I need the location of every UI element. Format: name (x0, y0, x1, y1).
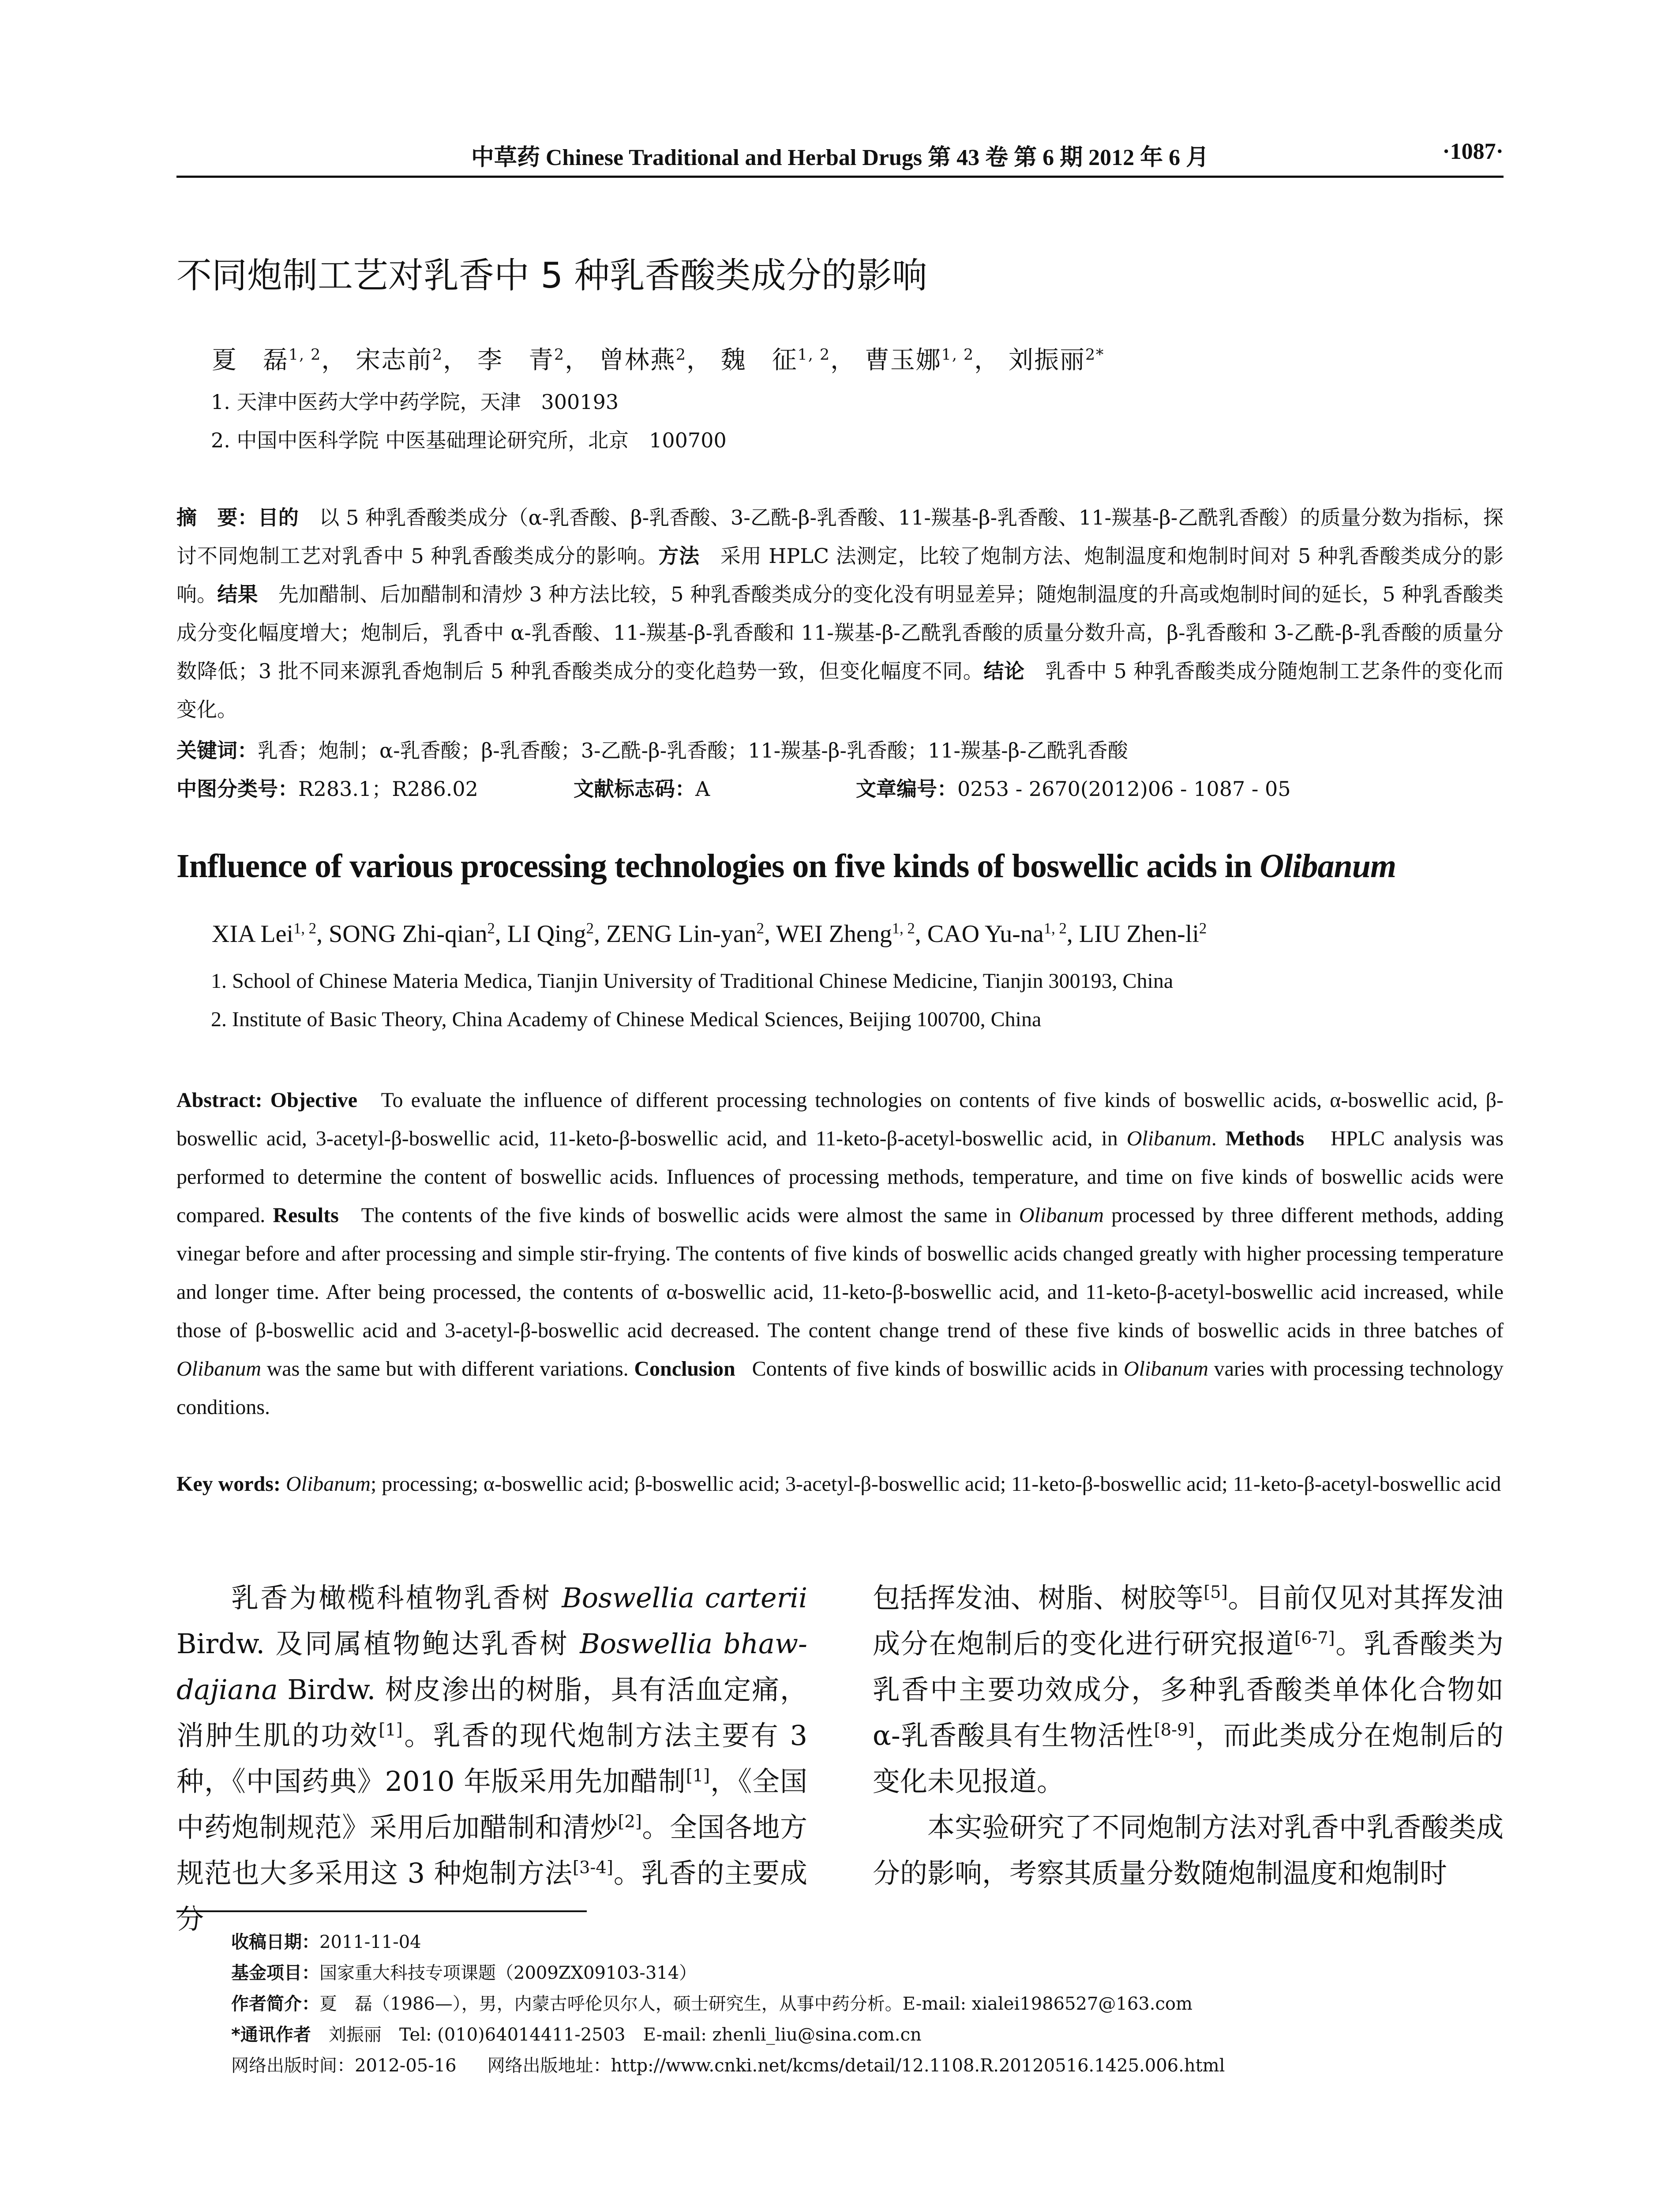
chinese-keywords (176, 735, 1504, 764)
footnote-label: 网络出版时间： (231, 2056, 355, 2076)
footnote-text: 2012-05-16 (355, 2056, 457, 2076)
results-label: Results (273, 1204, 339, 1227)
author-affil: 1, 2 (1043, 919, 1067, 937)
body-text: 。乳香的主要成分 (176, 1857, 807, 1935)
conclusion-label: Conclusion (634, 1357, 735, 1381)
author-sep: ， (443, 346, 469, 375)
footnote-text: 夏 磊（1986—），男，内蒙古呼伦贝尔人，硕士研究生，从事中药分析。E-mail: xialei1986527@163.com (319, 1994, 1192, 2014)
footnote-rule (176, 1910, 587, 1912)
body-text: 。目前仅见对其挥发油成分在炮制后的变化进行研究报道 (873, 1582, 1504, 1660)
author-name: ZENG Lin-yan (606, 920, 757, 948)
author-affil: 2 (554, 346, 565, 364)
conclusion-text: 乳香中 5 种乳香酸类成分随炮制工艺条件的变化而变化。 (176, 659, 1504, 721)
author-affil: 2 (756, 919, 764, 937)
author-name: CAO Yu-na (927, 920, 1044, 948)
author-sep: , (594, 920, 607, 948)
author-affil: 1, 2 (289, 346, 322, 364)
author-name: WEI Zheng (776, 920, 892, 948)
paper-page (176, 0, 1504, 2206)
author-name: 李 青 (477, 346, 554, 375)
results-italic: Olibanum (176, 1357, 261, 1381)
author-sep: ， (321, 346, 347, 375)
doc-code: A (695, 777, 710, 801)
footnote-label: 基金项目： (231, 1963, 319, 1983)
objective-italic: Olibanum (1126, 1127, 1211, 1150)
citation-ref: [2] (618, 1812, 642, 1832)
author-sep: ， (686, 346, 712, 375)
footnote-text: 2011-11-04 (319, 1932, 421, 1952)
results-text: was the same but with different variations. (261, 1357, 629, 1381)
conclusion-label: 结论 (983, 659, 1025, 683)
author-name: XIA Lei (212, 920, 294, 948)
results-text: 先加醋制、后加醋制和清炒 3 种方法比较，5 种乳香酸类成分的变化没有明显差异；随炮制温度的升高或炮制时间的延长，5 种乳香酸类成分变化幅度增大；炮制后，乳香中 α-乳香酸、11-羰基-β-乳香酸和 11-羰基-β-乙酰乳香酸的质量分数升高，β-乳香酸和 3-乙酰-β-乳香酸的质量分数降低；3 批不同来源乳香炮制后 5 种乳香酸类成分的变化趋势一致，但变化幅度不同。 (176, 582, 1504, 683)
results-italic: Olibanum (1019, 1204, 1104, 1227)
chinese-abstract (176, 499, 1504, 729)
citation-ref: [1] (686, 1766, 710, 1786)
conclusion-italic: Olibanum (1123, 1357, 1208, 1381)
author-name: 宋志前 (356, 346, 433, 375)
body-paragraph: 本实验研究了不同炮制方法对乳香中乳香酸类成分的影响，考察其质量分数随炮制温度和炮制时 (873, 1811, 1504, 1889)
methods-text: HPLC analysis was performed to determine the content of boswellic acids. Influences of processing methods, temperature, and time on five kinds of boswellic acids were compared. (176, 1127, 1504, 1227)
author-affil: 2 (432, 346, 443, 364)
body-text: ，《全国中药炮制规范》采用后加醋制和清炒 (176, 1765, 807, 1843)
footnote-online (231, 2052, 1225, 2077)
body-text: 包括挥发油、树脂、树胶等 (873, 1582, 1204, 1614)
author-sep: , (316, 920, 329, 948)
author-name: 刘振丽 (1008, 346, 1085, 375)
footnote-label: 作者简介： (231, 1994, 319, 2014)
footnote-url: http://www.cnki.net/kcms/detail/12.1108.R.20120516.1425.006.html (611, 2056, 1225, 2076)
author-affil: 1, 2 (892, 919, 915, 937)
objective-text: 以 5 种乳香酸类成分（α-乳香酸、β-乳香酸、3-乙酰-β-乳香酸、11-羰基-β-乳香酸、11-羰基-β-乙酰乳香酸）的质量分数为指标，探讨不同炮制工艺对乳香中 5 种乳香酸类成分的影响。 (176, 506, 1504, 568)
author-affil: 1, 2 (941, 346, 975, 364)
header-rule (176, 176, 1504, 178)
body-text: 。乳香酸类为乳香中主要功效成分，多种乳香酸类单体化合物如 α-乳香酸具有生物活性 (873, 1628, 1504, 1752)
keywords-label: 关键词： (176, 739, 258, 762)
objective-label: Objective (270, 1088, 357, 1112)
author-name: 曾林燕 (599, 346, 676, 375)
author-affil: 2* (1085, 346, 1105, 364)
citation-ref: [3-4] (573, 1857, 613, 1878)
author-name: 曹玉娜 (864, 346, 941, 375)
article-number: 0253 - 2670(2012)06 - 1087 - 05 (957, 777, 1291, 801)
author-sep: , (764, 920, 776, 948)
body-paragraph (176, 1575, 807, 1942)
article-no-label: 文章编号： (856, 777, 957, 801)
author-affil: 1, 2 (797, 346, 831, 364)
citation-ref: [1] (379, 1720, 403, 1740)
english-keywords (176, 1465, 1504, 1503)
body-paragraph (873, 1575, 1504, 1805)
chinese-affiliation-1: 1. 天津中医药大学中药学院，天津 300193 (211, 390, 619, 414)
english-abstract (176, 1081, 1504, 1426)
classification-code: R283.1；R286.02 (298, 777, 478, 801)
author-affil: 2 (1199, 919, 1207, 937)
body-text: 乳香为橄榄科植物乳香树 (231, 1582, 562, 1614)
objective-label: 目的 (258, 506, 299, 529)
classification-line (176, 773, 1504, 802)
english-affiliation-2: 2. Institute of Basic Theory, China Academy of Chinese Medical Sciences, Beijing 100700, China (211, 1008, 1042, 1031)
english-title (176, 847, 1396, 885)
body-text: 。全国各地方规范也大多采用这 3 种炮制方法 (176, 1811, 807, 1889)
abstract-label: Abstract: (176, 1088, 262, 1112)
results-text: processed by three different methods, adding vinegar before and after processing and simple stir-frying. The contents of five kinds of boswellic acids changed greatly with higher processing temperature and longer time. After being processed, the contents of α-boswellic acid, 11-keto-β-boswellic acid, and 11-keto-β-acetyl-boswellic acid increased, while those of β-boswellic acid and 3-acetyl-β-boswellic acid decreased. The content change trend of these five kinds of boswellic acids in three batches of (176, 1204, 1504, 1342)
author-sep: ， (565, 346, 591, 375)
keywords-text: ; processing; α-boswellic acid; β-boswellic acid; 3-acetyl-β-boswellic acid; 11-keto-β-boswellic acid; 11-keto-β-acetyl-boswellic acid (370, 1472, 1501, 1496)
author-name: 魏 征 (720, 346, 798, 375)
author-name: LI Qing (507, 920, 586, 948)
page-number: ·1087· (1442, 139, 1504, 164)
objective-end: . (1211, 1127, 1217, 1150)
classification-label: 中图分类号： (176, 777, 298, 801)
body-text: ，而此类成分在炮制后的变化未见报道。 (873, 1719, 1504, 1797)
body-text: 。乳香的现代炮制方法主要有 3 种，《中国药典》2010 年版采用先加醋制 (176, 1719, 807, 1797)
footnote-label: 收稿日期： (231, 1932, 319, 1952)
chinese-authors (212, 341, 1104, 376)
abstract-label: 摘 要： (176, 506, 258, 529)
keywords-text: 乳香；炮制；α-乳香酸；β-乳香酸；3-乙酰-β-乳香酸；11-羰基-β-乳香酸；11-羰基-β-乙酰乳香酸 (258, 739, 1128, 762)
footnote-corresponding (231, 2021, 922, 2046)
methods-label: Methods (1225, 1127, 1305, 1150)
author-name: 夏 磊 (212, 346, 289, 375)
journal-citation: 中草药 Chinese Traditional and Herbal Drugs 第 43 卷 第 6 期 2012 年 6 月 (471, 145, 1209, 170)
footnote-received (231, 1928, 421, 1953)
footnote-label: *通讯作者 (231, 2025, 311, 2045)
author-name: LIU Zhen-li (1079, 920, 1199, 948)
conclusion-text: varies with processing technology conditions. (176, 1357, 1504, 1419)
citation-ref: [8-9] (1154, 1720, 1195, 1740)
author-affil: 2 (675, 346, 686, 364)
results-text: The contents of the five kinds of boswellic acids were almost the same in (361, 1204, 1019, 1227)
doc-code-label: 文献标志码： (574, 777, 695, 801)
author-sep: , (1066, 920, 1079, 948)
citation-ref: [5] (1204, 1582, 1228, 1602)
english-title-italic: Olibanum (1260, 848, 1396, 885)
english-affiliation-1: 1. School of Chinese Materia Medica, Tianjin University of Traditional Chinese Medicine, Tianjin 300193, China (211, 969, 1174, 993)
author-affil: 2 (586, 919, 594, 937)
author-sep: ， (830, 346, 856, 375)
species-name: Boswellia carterii (562, 1582, 807, 1614)
author-affil: 2 (487, 919, 495, 937)
body-text: Birdw. 及同属植物鲍达乳香树 (176, 1628, 580, 1660)
methods-text: 采用 HPLC 法测定，比较了炮制方法、炮制温度和炮制时间对 5 种乳香酸类成分的影响。 (176, 544, 1504, 606)
body-column-right (873, 1575, 1504, 1896)
footnote-text: 国家重大科技专项课题（2009ZX09103-314） (319, 1963, 697, 1983)
english-title-main: Influence of various processing technologies on five kinds of boswellic acids in (176, 848, 1260, 885)
footnote-label: 网络出版地址： (487, 2056, 611, 2076)
english-authors (212, 920, 1207, 948)
running-header (176, 139, 1504, 169)
methods-label: 方法 (658, 544, 700, 568)
body-text: Birdw. 树皮渗出的树脂，具有活血定痛，消肿生肌的功效 (176, 1673, 807, 1752)
footnote-author (231, 1990, 1192, 2015)
author-affil: 1, 2 (293, 919, 317, 937)
author-name: SONG Zhi-qian (329, 920, 488, 948)
author-sep: , (495, 920, 507, 948)
conclusion-text: Contents of five kinds of boswillic acids in (752, 1357, 1124, 1381)
keywords-label: Key words: (176, 1472, 281, 1496)
keywords-italic: Olibanum (285, 1472, 371, 1496)
chinese-title: 不同炮制工艺对乳香中 5 种乳香酸类成分的影响 (176, 255, 927, 296)
footnote-fund (231, 1959, 697, 1984)
author-sep: ， (974, 346, 1000, 375)
citation-ref: [6-7] (1294, 1628, 1335, 1648)
species-name: Boswellia bhaw-dajiana (176, 1628, 807, 1706)
objective-text: To evaluate the influence of different processing technologies on contents of five kinds of boswellic acids, α-boswellic acid, β-boswellic acid, 3-acetyl-β-boswellic acid, 11-keto-β-boswellic acid, and 11-keto-β-acetyl-boswellic acid, in (176, 1088, 1504, 1150)
chinese-affiliation-2: 2. 中国中医科学院 中医基础理论研究所，北京 100700 (211, 428, 727, 452)
body-column-left (176, 1575, 807, 1942)
footnote-text: 刘振丽 Tel: (010)64014411-2503 E-mail: zhenli_liu@sina.com.cn (328, 2025, 922, 2045)
author-sep: , (915, 920, 927, 948)
results-label: 结果 (217, 582, 258, 606)
